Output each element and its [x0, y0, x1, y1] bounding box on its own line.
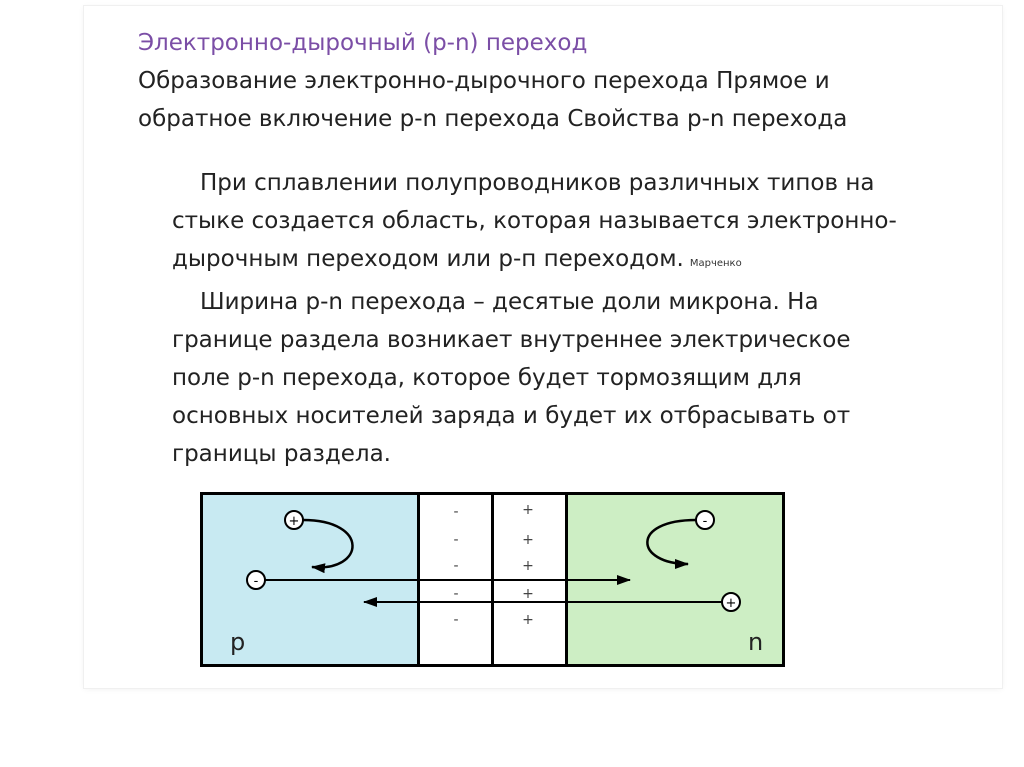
minus-ion: -	[453, 558, 459, 574]
paragraph-line: границе раздела возникает внутреннее электрическое	[172, 327, 851, 353]
hole-p-side	[285, 511, 303, 529]
slide-subtitle-line-2: обратное включение p-n перехода Свойства p-n перехода	[138, 106, 848, 132]
paragraph-line: поле p-n перехода, которое будет тормозящим для	[172, 365, 802, 391]
hole-n-side	[722, 593, 740, 611]
n-label: n	[748, 628, 764, 656]
paragraph-line: При сплавлении полупроводников различных типов на	[200, 170, 875, 196]
minus-ion: -	[453, 504, 459, 520]
paragraph-line: дырочным переходом или p-п переходом. Марченко	[172, 246, 742, 272]
svg-text:+: +	[288, 514, 300, 529]
paragraph-line: границы раздела.	[172, 441, 391, 467]
paragraph-line: стыке создается область, которая называется электронно-	[172, 208, 897, 234]
minus-ion: -	[453, 586, 459, 602]
p-label: p	[230, 628, 246, 656]
paragraph-width	[172, 283, 851, 473]
svg-text:+: +	[725, 596, 737, 611]
plus-ion: +	[522, 558, 534, 574]
paragraph-line: основных носителей заряда и будет их отбрасывать от	[172, 403, 851, 429]
paragraph-line: Ширина p-n перехода – десятые доли микрона. На	[200, 289, 819, 315]
pn-junction-diagram	[200, 492, 786, 668]
paragraph-fusion	[172, 164, 897, 283]
svg-text:-: -	[253, 574, 259, 589]
svg-text:-: -	[702, 514, 708, 529]
plus-ion: +	[522, 612, 534, 628]
minus-ion: -	[453, 532, 459, 548]
plus-ion: +	[522, 502, 534, 518]
electron-n-side	[696, 511, 714, 529]
citation: Марченко	[689, 258, 742, 269]
plus-ion: +	[522, 586, 534, 602]
slide-subtitle-line-1: Образование электронно-дырочного перехода Прямое и	[138, 68, 830, 94]
slide-title: Электронно-дырочный (p-n) переход	[138, 30, 588, 56]
electron-p-side	[247, 571, 265, 589]
plus-ion: +	[522, 532, 534, 548]
minus-ion: -	[453, 612, 459, 628]
